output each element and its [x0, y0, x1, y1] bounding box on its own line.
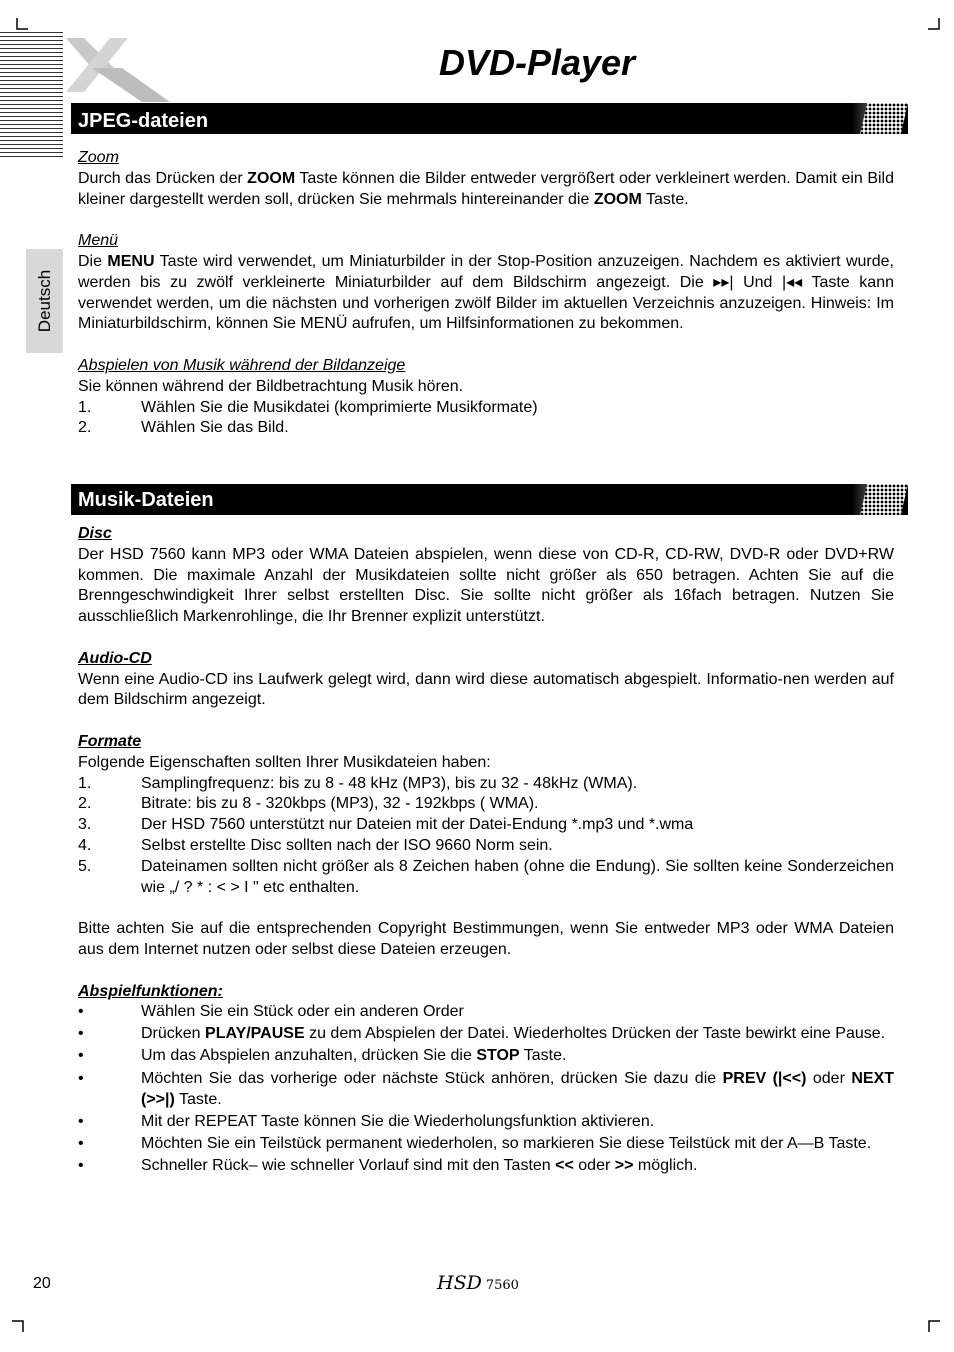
- model-logo: [437, 1272, 519, 1294]
- bullet-marker: •: [78, 1135, 84, 1153]
- list-item: [78, 794, 894, 815]
- audio-cd-paragraph: Wenn eine Audio-CD ins Laufwerk gelegt wird, dann wird diese automatisch abgespielt. Informatio-nen werden auf dem Bildschirm angezeigt.: [78, 670, 894, 709]
- music-intro: Sie können während der Bildbetrachtung Musik hören.: [78, 377, 464, 395]
- bullet-text-part: Taste.: [519, 1046, 567, 1064]
- list-item: [78, 836, 894, 857]
- bullet-text-part: oder: [573, 1156, 615, 1174]
- menu-paragraph: [78, 252, 894, 335]
- bullet-marker: •: [78, 1025, 84, 1043]
- list-item: [78, 398, 894, 419]
- zoom-key-2: ZOOM: [593, 190, 642, 208]
- list-item: [78, 774, 894, 795]
- bullet-text-part: oder: [806, 1069, 852, 1087]
- zoom-heading: Zoom: [78, 149, 119, 166]
- bullet-key: STOP: [476, 1046, 520, 1064]
- bullet-text-part: Drücken: [141, 1025, 206, 1043]
- list-number: 3.: [78, 816, 92, 834]
- bullet-text: Wählen Sie ein Stück oder ein anderen Order: [141, 1003, 464, 1021]
- bullet-text: [141, 1156, 894, 1177]
- language-tab-label: Deutsch: [34, 269, 54, 333]
- list-text: Wählen Sie die Musikdatei (komprimierte Musikformate): [141, 398, 538, 416]
- audio-cd-heading: Audio-CD: [78, 649, 152, 667]
- bullet-key: NEXT (>>|): [141, 1069, 895, 1108]
- list-text: Dateinamen sollten nicht größer als 8 Zeichen haben (ohne die Endung). Sie sollten keine Sonderzeichen wie „/ ? * : < > I " etc enthalten.: [141, 857, 894, 896]
- list-number: 1.: [78, 398, 92, 416]
- bullet-item: [78, 1024, 894, 1045]
- bullet-text: [141, 1069, 894, 1111]
- bullet-text-part: möglich.: [633, 1156, 698, 1174]
- section-bar-jpeg: [71, 103, 908, 134]
- bar-dot-pattern: [860, 103, 908, 134]
- bullet-marker: •: [78, 1113, 84, 1131]
- list-text: Selbst erstellte Disc sollten nach der ISO 9660 Norm sein.: [141, 836, 553, 854]
- crop-mark-bottom-right: [928, 1320, 940, 1332]
- bullet-key: PREV (|<<): [722, 1069, 807, 1087]
- page-title: DVD-Player: [438, 42, 636, 83]
- section-title-jpeg: JPEG-dateien: [78, 110, 209, 132]
- bullet-key: <<: [555, 1156, 574, 1174]
- copyright-paragraph: Bitte achten Sie auf die entsprechenden Copyright Bestimmungen, wenn Sie entweder MP3 oder WMA Dateien aus dem Internet nutzen oder selbst diese Dateien erzeugen.: [78, 920, 894, 958]
- list-item: [78, 418, 894, 439]
- bullet-marker: •: [78, 1046, 84, 1064]
- list-item: [78, 815, 894, 836]
- disc-heading: Disc: [78, 525, 112, 542]
- list-number: 4.: [78, 836, 92, 854]
- list-text: Wählen Sie das Bild.: [141, 419, 289, 437]
- bullet-item: [78, 1134, 894, 1155]
- list-number: 5.: [78, 857, 92, 875]
- language-tab: [26, 249, 63, 353]
- abspielfunktionen-heading: Abspielfunktionen:: [78, 982, 223, 1000]
- formate-intro: Folgende Eigenschaften sollten Ihrer Musikdateien haben:: [78, 753, 491, 771]
- list-text: Samplingfrequenz: bis zu 8 - 48 kHz (MP3), bis zu 32 - 48kHz (WMA).: [141, 774, 638, 792]
- bullet-text: [141, 1046, 894, 1067]
- bullet-item: [78, 1002, 894, 1023]
- page-number: 20: [33, 1275, 51, 1292]
- zoom-text-1: Durch das Drücken der: [78, 169, 248, 187]
- bar-dot-pattern: [860, 484, 908, 515]
- list-text: Bitrate: bis zu 8 - 320kbps (MP3), 32 - 192kbps ( WMA).: [141, 795, 539, 813]
- menu-text-2: Taste wird verwendet, um Miniaturbilder in der Stop-Position anzuzeigen. Nachdem es aktiviert wurde, werden bis zu zwölf verkleinerte Miniaturbilder auf dem Bildschirm angezeigt. Die ▸▸| Und |◂◂ Taste kann verwendet werden, um die nächsten und vorherigen zwölf Bilder im aktuellen Verzeichnis anzuzeigen. Hinweis: Im Miniaturbildschirm, können Sie MENÜ aufrufen, um Hilfsinformationen zu bekommen.: [78, 252, 894, 333]
- menu-heading: Menü: [78, 232, 119, 250]
- model-logo-number: 7560: [485, 1278, 519, 1293]
- zoom-key-1: ZOOM: [247, 169, 296, 187]
- zoom-paragraph: [78, 169, 894, 211]
- bullet-text: [141, 1024, 894, 1045]
- bullet-text-part: Schneller Rück– wie schneller Vorlauf sind mit den Tasten: [141, 1156, 556, 1174]
- list-number: 1.: [78, 774, 92, 792]
- bullet-text-part: Um das Abspielen anzuhalten, drücken Sie die: [141, 1046, 477, 1064]
- bullet-marker: •: [78, 1069, 84, 1087]
- bullet-text-part: Möchten Sie das vorherige oder nächste Stück anhören, drücken Sie dazu die: [141, 1069, 723, 1087]
- disc-paragraph: Der HSD 7560 kann MP3 oder WMA Dateien abspielen, wenn diese von CD-R, CD-RW, DVD-R oder DVD+RW kommen. Die maximale Anzahl der Musikdateien sollte nicht größer als 650 betragen. Achten Sie auf die Brenngeschwindigkeit Ihrer selbst erstellten Disc. Sie sollte nicht größer als 16fach betragen. Nutzen Sie ausschließlich Markenrohlinge, die Ihr Brenner explizit unterstützt.: [78, 545, 894, 626]
- bullet-text: Mit der REPEAT Taste können Sie die Wiederholungsfunktion aktivieren.: [141, 1113, 655, 1131]
- bullet-marker: •: [78, 1156, 84, 1174]
- crop-mark-top-right: [928, 18, 940, 30]
- list-item: [78, 857, 894, 899]
- music-during-slideshow-heading: Abspielen von Musik während der Bildanzeige: [78, 356, 406, 374]
- zoom-text-2: Taste können die Bilder entweder vergrößert oder verkleinert werden. Damit ein Bild kleiner dargestellt werden soll, drücken Sie mehrmals hintereinander die: [78, 169, 894, 208]
- bullet-key: >>: [614, 1156, 634, 1174]
- crop-mark-bottom-left: [12, 1320, 24, 1332]
- bullet-text: Möchten Sie ein Teilstück permanent wiederholen, so markieren Sie diese Teilstück mit der A—B Taste.: [141, 1135, 872, 1153]
- bullet-item: [78, 1069, 894, 1111]
- bullet-item: [78, 1046, 894, 1067]
- bullet-text-part: zu dem Abspielen der Datei. Wiederholtes Drücken der Taste bewirkt eine Pause.: [304, 1025, 886, 1043]
- crop-mark-top-left: [16, 18, 28, 30]
- bullet-key: PLAY/PAUSE: [205, 1025, 305, 1043]
- menu-text-1: Die: [78, 252, 108, 270]
- formate-heading: Formate: [78, 732, 142, 750]
- menu-key: MENU: [107, 252, 155, 270]
- model-logo-letters: HSD: [437, 1272, 482, 1294]
- list-number: 2.: [78, 795, 92, 813]
- list-number: 2.: [78, 419, 92, 437]
- bullet-marker: •: [78, 1003, 84, 1021]
- list-text: Der HSD 7560 unterstützt nur Dateien mit der Datei-Endung *.mp3 und *.wma: [141, 816, 694, 834]
- section-title-musik: Musik-Dateien: [78, 489, 214, 511]
- musik-content: [78, 524, 894, 1177]
- bullet-item: [78, 1112, 894, 1133]
- bullet-text-part: Taste.: [174, 1090, 222, 1108]
- section-bar-musik: [71, 484, 908, 515]
- jpeg-content: [78, 148, 894, 439]
- bullet-item: [78, 1156, 894, 1177]
- zoom-text-3: Taste.: [641, 190, 689, 208]
